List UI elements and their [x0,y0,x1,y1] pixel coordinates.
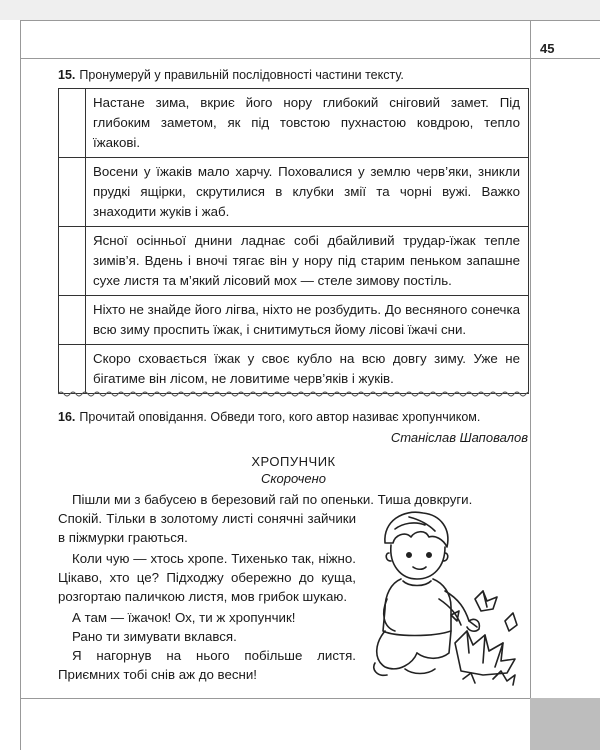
page-number-underline [530,58,600,59]
story-paragraph: Коли чую — хтось хропе. Тихенько так, ніжно. Цікаво, хто це? Підходжу обережно до куща, розгортаю паличкою листя, мов грибок шукаю. [58,551,356,604]
footer-line [20,698,530,699]
text-part: Восени у їжаків мало харчу. Поховалися у землю черв’яки, зникли прудкі ящірки, скрутилися в клубки змії та чорні вужі. Важко знаходити жуків і жаб. [86,158,529,227]
story-subtitle: Скорочено [261,471,326,486]
top-band [0,0,600,20]
boy-with-leaves-illustration [355,503,525,688]
story-body [58,509,356,684]
order-number-cell[interactable] [59,227,86,296]
task-16-heading [58,410,480,424]
table-row [59,89,529,158]
story-paragraph: Спокій. Тільки в золотому листі сонячні зайчики в піжмурки граються. [58,511,356,545]
task-16-instruction: Прочитай оповідання. Обведи того, кого автор називає хропунчиком. [79,410,481,424]
story-paragraph: Пішли ми з бабусею в березовий гай по опеньки. Тиша довкруги. [72,492,473,507]
page-number: 45 [540,41,555,56]
order-number-cell[interactable] [59,345,86,394]
table-row [59,227,529,296]
right-margin-line [530,20,531,750]
task-15-instruction: Пронумеруй у правильній послідовності частини тексту. [79,68,404,82]
order-number-cell[interactable] [59,89,86,158]
header-line [20,58,530,59]
text-part: Ясної осінньої днини ладнає собі дбайливий трудар-їжак тепле зимів’я. Вдень і вночі тягає він у нору під старим пеньком запашне сухе листя та м’який лісовий мох — стеле зимову постіль. [86,227,529,296]
order-number-cell[interactable] [59,158,86,227]
table-row [59,296,529,345]
story-paragraph: А там — їжачок! Ох, ти ж хропунчик! [72,610,296,625]
table-row [59,345,529,394]
text-parts-table [58,88,529,394]
wavy-divider [58,390,529,398]
story-title: ХРОПУНЧИК [251,454,336,469]
left-frame-line [20,20,21,750]
story-paragraph: Рано ти зимувати вклався. [72,629,237,644]
table-row [59,158,529,227]
text-part: Настане зима, вкриє його нору глибокий сніговий замет. Під глибоким заметом, як під товстою пухнастою ковдрою, тепло їжакові. [86,89,529,158]
story-author: Станіслав Шаповалов [390,430,528,445]
text-part: Скоро сховається їжак у своє кубло на всю довгу зиму. Уже не бігатиме він лісом, не ловитиме черв’яків і жуків. [86,345,529,394]
task-15-heading [58,68,404,82]
page-corner-tab [530,698,600,750]
top-frame-line [20,20,600,21]
story-paragraph: Я нагорнув на нього побільше листя. Приємних тобі снів аж до весни! [58,648,356,682]
order-number-cell[interactable] [59,296,86,345]
task-16-number: 16. [58,410,76,424]
text-part: Ніхто не знайде його лігва, ніхто не розбудить. До весняного сонечка всю зиму проспить їжак, і снитимуться йому лісові їжачі сни. [86,296,529,345]
task-15-number: 15. [58,68,76,82]
